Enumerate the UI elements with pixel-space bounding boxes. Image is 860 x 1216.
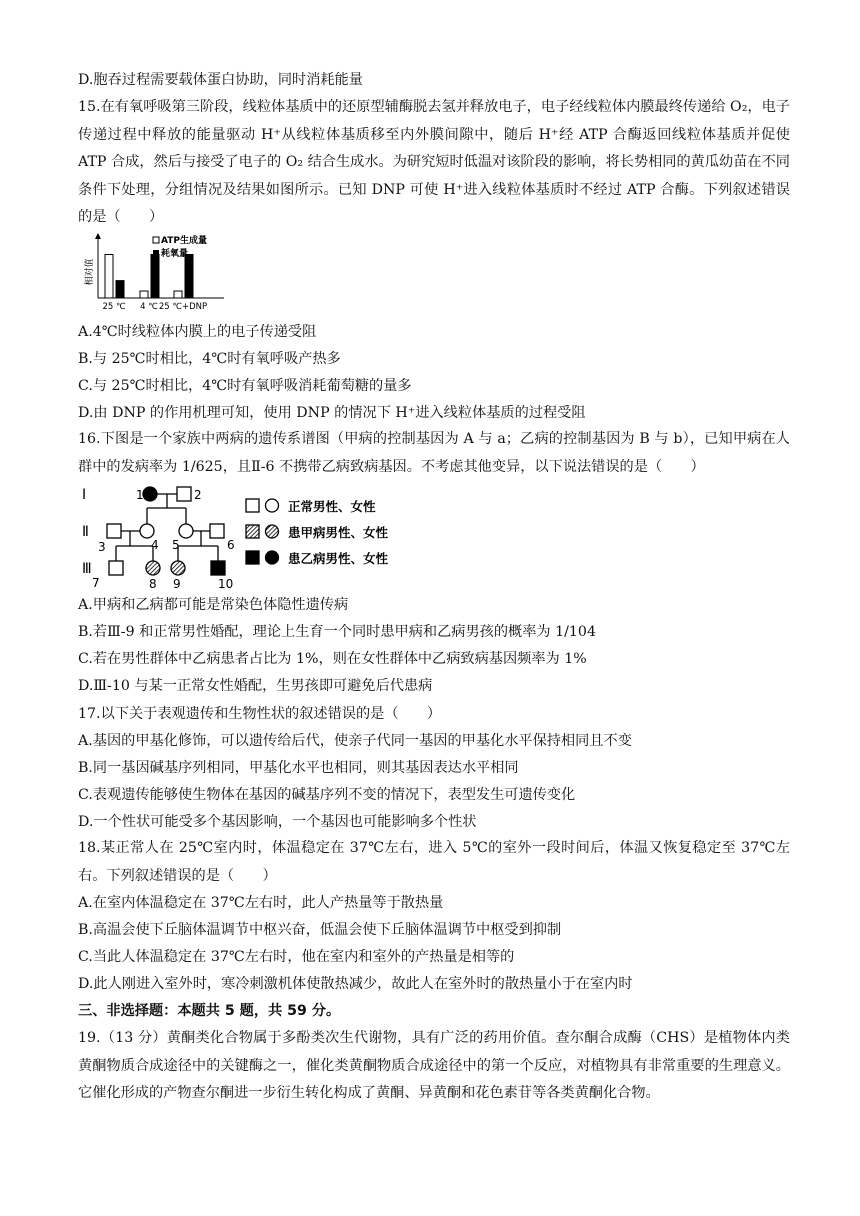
bar-atp-3 [174,291,182,298]
q19-stem: 19.（13 分）黄酮类化合物属于多酚类次生代谢物，具有广泛的药用价值。查尔酮合成酶（CHS）是植物体内类黄酮物质合成途径中的关键酶之一，催化类黄酮物质合成途径中的第一个反应，对植物具有非常重要的生理意义。它催化形成的产物查尔酮进一步衍生转化构成了黄酮、异黄酮和花色素苷等各类黄酮化合物。 [78,1030,790,1101]
individual-i-2 [177,487,191,501]
bar-o2-2 [151,255,159,299]
q15-option-c: C.与 25℃时相比，4℃时有氧呼吸消耗葡萄糖的量多 [78,378,412,394]
legend-disease-b-label: 患乙病男性、女性 [288,551,389,566]
q14-option-d: D.胞吞过程需要载体蛋白协助，同时消耗能量 [78,72,363,88]
q17-option-b: B.同一基因碱基序列相同，甲基化水平也相同，则其基因表达水平相同 [78,760,519,776]
q16-option-d: D.Ⅲ-10 与某一正常女性婚配，生男孩即可避免后代患病 [78,678,433,694]
q18-option-b: B.高温会使下丘脑体温调节中枢兴奋，低温会使下丘脑体温调节中枢受到抑制 [78,922,562,938]
legend-label-o2: 耗氧量 [161,249,189,259]
q18-option-d: D.此人刚进入室外时，寒冷刺激机体使散热减少，故此人在室外时的散热量小于在室内时 [78,976,633,992]
legend-disease-b-male [246,551,259,564]
legend-swatch-o2 [153,250,159,256]
legend-disease-b-female [266,551,279,564]
individual-number-3: 3 [98,540,106,554]
individual-iii-9 [171,561,185,575]
individual-iii-7 [109,561,123,575]
x-tick-label: 25 ℃ [102,302,126,312]
q15-stem: 15.在有氧呼吸第三阶段，线粒体基质中的还原型辅酶脱去氢并释放电子，电子经线粒体内膜最终传递给 O₂，电子传递过程中释放的能量驱动 H⁺从线粒体基质移至内外膜间隙中，随后 H⁺经 ATP 合酶返回线粒体基质并促使 ATP 合成，然后与接受了电子的 O₂ 结合生成水。为研究短时低温对该阶段的影响，将长势相同的黄瓜幼苗在不同条件下处理，分组情况及结果如图所示。已知 DNP 可使 H⁺进入线粒体基质时不经过 ATP 合酶。下列叙述错误的是（ ） [78,99,790,225]
bar-o2-3 [185,255,193,299]
individual-number-4: 4 [151,538,159,552]
bar-o2-1 [116,281,124,298]
legend-normal-label: 正常男性、女性 [288,499,376,514]
q17-option-d: D.一个性状可能受多个基因影响，一个基因也可能影响多个性状 [78,814,477,830]
chart-legend [153,234,207,259]
chart-y-arrow [95,233,101,239]
q15-option-a: A.4℃时线粒体内膜上的电子传递受阻 [78,324,317,340]
individual-number-6: 6 [227,538,235,552]
generation-label-2: Ⅱ [82,524,89,540]
individual-ii-6 [210,524,224,538]
individual-iii-10 [211,561,225,575]
q17-option-c: C.表观遗传能够使生物体在基因的碱基序列不变的情况下，表型发生可遗传变化 [78,787,576,803]
x-tick-label: 25 ℃+DNP [158,302,208,312]
chart-ylabel: 相对值 [85,258,95,286]
individual-ii-5 [179,524,193,538]
chart-x-ticks [102,302,207,312]
legend-normal-female [266,499,279,512]
individual-iii-8 [146,561,160,575]
individual-i-1 [143,487,157,501]
individual-number-8: 8 [149,577,157,590]
generation-label-1: Ⅰ [82,487,87,503]
individual-number-1: 1 [136,488,144,502]
individual-number-10: 10 [218,577,234,590]
q18-option-a: A.在室内体温稳定在 37℃左右时，此人产热量等于散热量 [78,895,444,911]
individual-number-9: 9 [173,577,181,590]
q18-option-c: C.当此人体温稳定在 37℃左右时，他在室内和室外的产热量是相等的 [78,949,515,965]
q17-stem: 17.以下关于表观遗传和生物性状的叙述错误的是（ ） [78,706,442,722]
q18-stem: 18.某正常人在 25℃室内时，体温稳定在 37℃左右，进入 5℃的室外一段时间后，体温又恢复稳定至 37℃左右。下列叙述错误的是（ ） [78,840,790,884]
individual-number-7: 7 [92,576,100,590]
legend-label-atp: ATP生成量 [161,236,208,246]
q17-option-a: A.基因的甲基化修饰，可以遗传给后代，使亲子代同一基因的甲基化水平保持相同且不变 [78,733,632,749]
individual-number-5: 5 [172,538,180,552]
bar-atp-2 [140,291,148,298]
q15-bar-chart [76,232,236,312]
pedigree-legend [246,499,389,566]
x-tick-label: 4 ℃ [140,302,158,312]
q16-option-a: A.甲病和乙病都可能是常染色体隐性遗传病 [78,597,349,613]
legend-normal-male [246,499,259,512]
legend-swatch-atp [153,237,159,243]
q16-pedigree-chart [76,482,406,590]
legend-disease-a-female [266,525,279,538]
generation-label-3: Ⅲ [82,561,92,577]
q15-option-b: B.与 25℃时相比，4℃时有氧呼吸产热多 [78,351,341,367]
q16-stem: 16.下图是一个家族中两病的遗传系谱图（甲病的控制基因为 A 与 a；乙病的控制基因为 B 与 b），已知甲病在人群中的发病率为 1/625，且Ⅱ-6 不携带乙病致病基因。不考虑其他变异，以下说法错误的是（ ） [78,431,790,475]
legend-disease-a-label: 患甲病男性、女性 [288,525,389,540]
q16-option-c: C.若在男性群体中乙病患者占比为 1%，则在女性群体中乙病致病基因频率为 1% [78,651,587,667]
chart-bars [105,255,193,299]
legend-disease-a-male [246,525,259,538]
bar-atp-1 [105,255,113,299]
individual-ii-3 [107,524,121,538]
q15-option-d: D.由 DNP 的作用机理可知，使用 DNP 的情况下 H⁺进入线粒体基质的过程受阻 [78,405,586,421]
q16-option-b: B.若Ⅲ-9 和正常男性婚配，理论上生育一个同时患甲病和乙病男孩的概率为 1/104 [78,624,596,640]
section-3-heading: 三、非选择题：本题共 5 题，共 59 分。 [78,1003,341,1019]
individual-number-2: 2 [194,488,202,502]
individual-ii-4 [140,524,154,538]
